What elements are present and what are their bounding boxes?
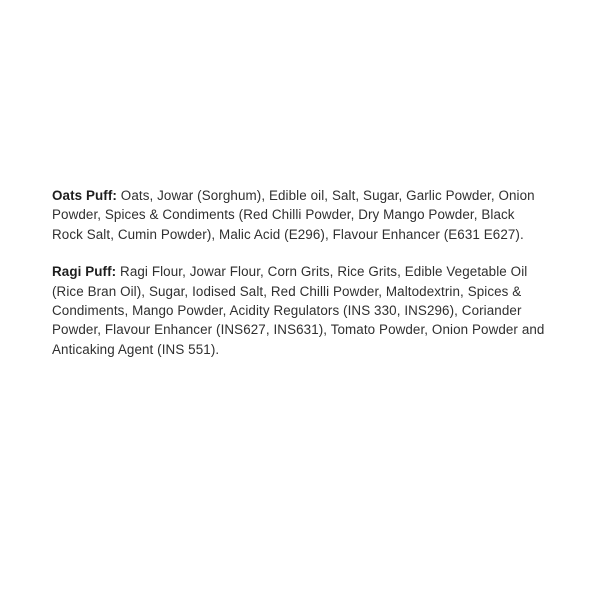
ingredient-list-oats-puff: Oats, Jowar (Sorghum), Edible oil, Salt, Sugar, Garlic Powder, Onion Powder, Spices & Condiments (Red Chilli Powder, Dry Mango Powder, Black Rock Salt, Cumin Powder), Malic Acid (E296), Flavour Enhancer (E631 E627). <box>52 188 535 242</box>
ingredient-label-oats-puff: Oats Puff: <box>52 188 117 203</box>
ingredient-paragraph-oats-puff <box>52 186 548 244</box>
ingredient-paragraph-ragi-puff <box>52 262 548 359</box>
ingredient-list-ragi-puff: Ragi Flour, Jowar Flour, Corn Grits, Rice Grits, Edible Vegetable Oil (Rice Bran Oil), Sugar, Iodised Salt, Red Chilli Powder, Maltodextrin, Spices & Condiments, Mango Powder, Acidity Regulators (INS 330, INS296), Coriander Powder, Flavour Enhancer (INS627, INS631), Tomato Powder, Onion Powder and Anticaking Agent (INS 551). <box>52 264 545 357</box>
ingredient-label-ragi-puff: Ragi Puff: <box>52 264 117 280</box>
